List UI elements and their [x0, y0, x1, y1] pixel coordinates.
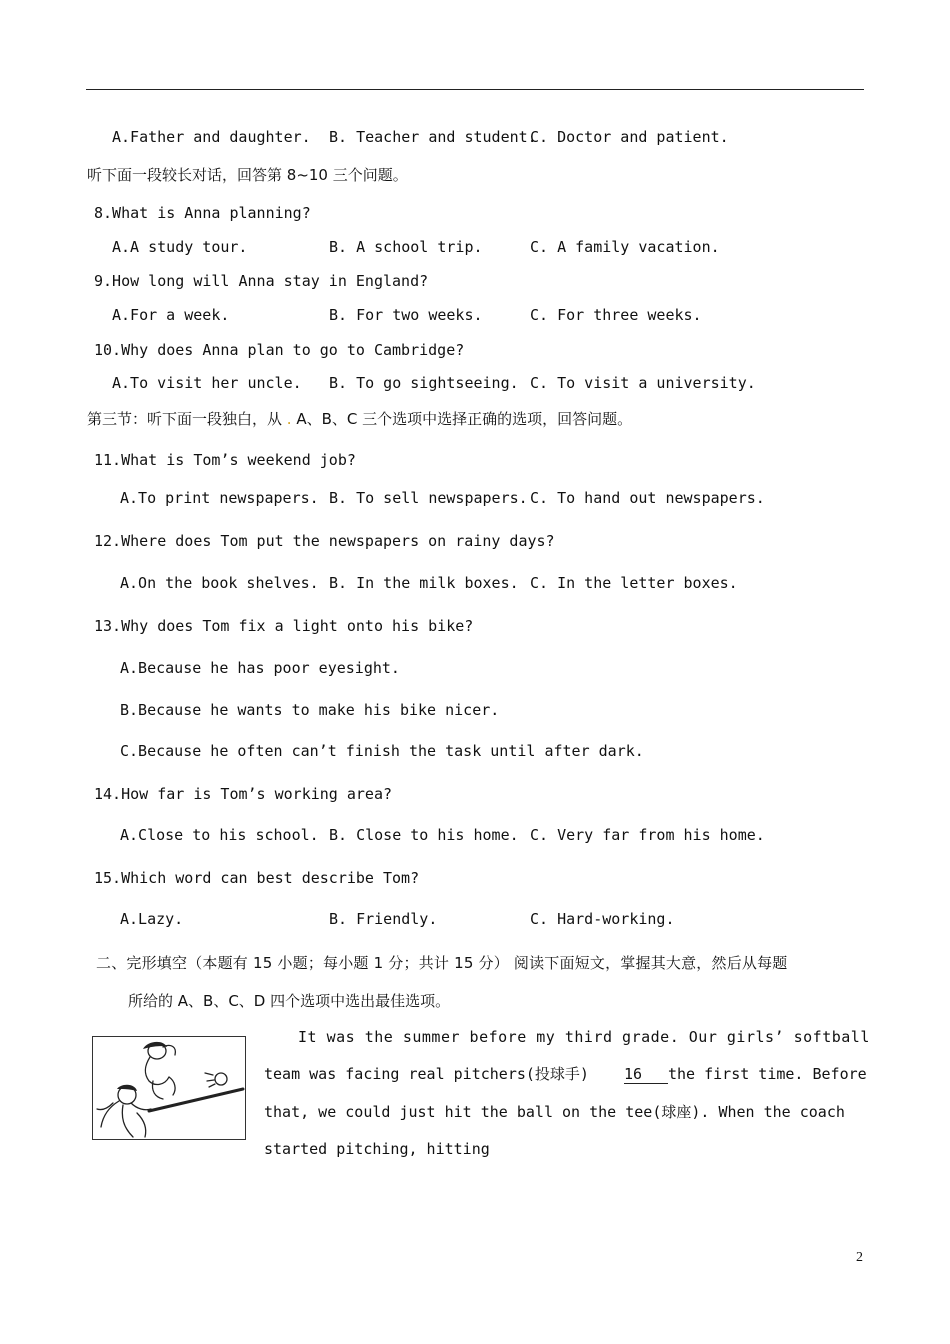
q11-option-b: B. To sell newspapers.: [329, 489, 528, 507]
q9-option-b: B. For two weeks.: [329, 306, 483, 324]
q10-option-c: C. To visit a university.: [530, 374, 756, 392]
q15-stem: 15.Which word can best describe Tom?: [94, 869, 420, 887]
passage-line-2: [264, 1064, 867, 1084]
q7-option-a: A.Father and daughter.: [112, 128, 311, 146]
q13-option-a: A.Because he has poor eyesight.: [120, 659, 400, 677]
q9-option-a: A.For a week.: [112, 306, 230, 324]
q8-option-a: A.A study tour.: [112, 238, 248, 256]
q12-option-c: C. In the letter boxes.: [530, 574, 738, 592]
part2-heading: 二、完形填空（本题有 15 小题；每小题 1 分；共计 15 分） 阅读下面短文，掌握其大意，然后从每题: [96, 954, 788, 972]
q13-option-c: C.Because he often can’t finish the task until after dark.: [120, 742, 644, 760]
passage-line-3: that, we could just hit the ball on the tee(球座). When the coach: [264, 1103, 845, 1121]
q12-stem: 12.Where does Tom put the newspapers on rainy days?: [94, 532, 555, 550]
part2-subheading: 所给的 A、B、C、D 四个选项中选出最佳选项。: [128, 992, 451, 1010]
q8-stem: 8.What is Anna planning?: [94, 204, 311, 222]
q11-option-a: A.To print newspapers.: [120, 489, 319, 507]
q10-option-b: B. To go sightseeing.: [329, 374, 519, 392]
q13-option-b: B.Because he wants to make his bike nicer.: [120, 701, 500, 719]
header-rule: [86, 89, 864, 90]
q12-option-a: A.On the book shelves.: [120, 574, 319, 592]
q15-option-a: A.Lazy.: [120, 910, 184, 928]
section3-dot: .: [286, 410, 292, 428]
q14-option-a: A.Close to his school.: [120, 826, 319, 844]
q14-stem: 14.How far is Tom’s working area?: [94, 785, 393, 803]
passage-line-1: It was the summer before my third grade. Our girls’ softball: [298, 1028, 870, 1046]
q8-option-b: B. A school trip.: [329, 238, 483, 256]
page-number: 2: [856, 1250, 863, 1265]
q12-option-b: B. In the milk boxes.: [329, 574, 519, 592]
softball-illustration: [92, 1036, 246, 1140]
q11-stem: 11.What is Tom’s weekend job?: [94, 451, 356, 469]
section3-text-a: 第三节：听下面一段独白，从: [87, 410, 283, 428]
q14-option-b: B. Close to his home.: [329, 826, 519, 844]
q7-option-c: C. Doctor and patient.: [530, 128, 729, 146]
passage-line-2b: the first time. Before: [668, 1065, 867, 1083]
blank-16: 16: [624, 1066, 668, 1084]
section3-text-b: A、B、C 三个选项中选择正确的选项，回答问题。: [296, 410, 633, 428]
q15-option-c: C. Hard-working.: [530, 910, 675, 928]
softball-players-icon: [93, 1037, 245, 1139]
q11-option-c: C. To hand out newspapers.: [530, 489, 765, 507]
q9-stem: 9.How long will Anna stay in England?: [94, 272, 429, 290]
q7-option-b: B. Teacher and student.: [329, 128, 537, 146]
q8-option-c: C. A family vacation.: [530, 238, 720, 256]
q13-stem: 13.Why does Tom fix a light onto his bike?: [94, 617, 474, 635]
passage-line-4: started pitching, hitting: [264, 1140, 490, 1158]
passage-line-2a: team was facing real pitchers(投球手): [264, 1065, 589, 1083]
q9-option-c: C. For three weeks.: [530, 306, 702, 324]
instruction-8-10: 听下面一段较长对话，回答第 8~10 三个问题。: [87, 166, 408, 184]
section3-instruction: [87, 409, 632, 429]
q10-option-a: A.To visit her uncle.: [112, 374, 302, 392]
q10-stem: 10.Why does Anna plan to go to Cambridge?: [94, 341, 465, 359]
q14-option-c: C. Very far from his home.: [530, 826, 765, 844]
q15-option-b: B. Friendly.: [329, 910, 438, 928]
